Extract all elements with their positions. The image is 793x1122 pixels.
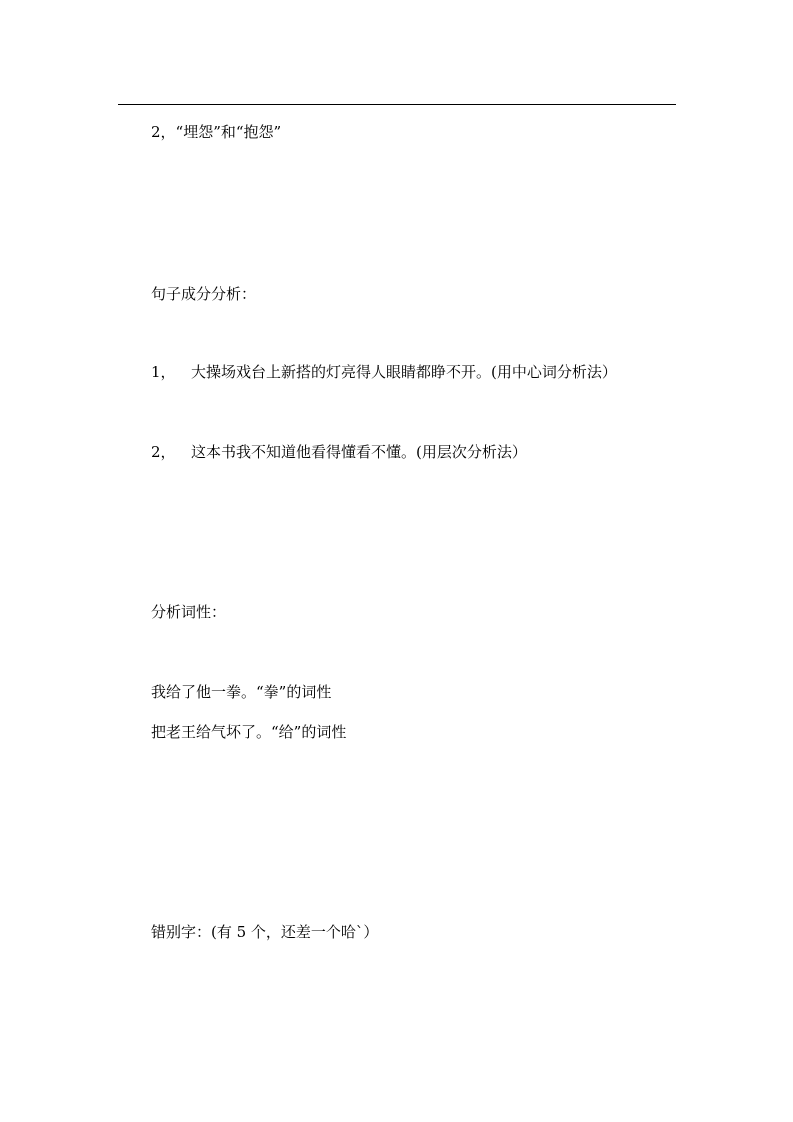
sentence-question-1-text: 大操场戏台上新搭的灯亮得人眼睛都睁不开。(用中心词分析法） bbox=[191, 363, 617, 381]
typo-section-title: 错别字：(有 5 个，还差一个哈`） bbox=[151, 923, 379, 941]
part-of-speech-title: 分析词性： bbox=[151, 603, 227, 621]
part-of-speech-question-2: 把老王给气坏了。“给”的词性 bbox=[151, 723, 347, 741]
synonym-question-2: 2，“埋怨”和“抱怨” bbox=[151, 123, 282, 141]
header-rule bbox=[118, 104, 676, 105]
sentence-question-2 bbox=[151, 442, 527, 462]
sentence-question-2-number: 2， bbox=[151, 443, 176, 461]
part-of-speech-question-1: 我给了他一拳。“拳”的词性 bbox=[151, 683, 332, 701]
sentence-analysis-title: 句子成分分析： bbox=[151, 285, 257, 303]
sentence-question-1-number: 1， bbox=[151, 363, 176, 381]
sentence-question-2-text: 这本书我不知道他看得懂看不懂。(用层次分析法） bbox=[191, 443, 527, 461]
sentence-question-1 bbox=[151, 362, 617, 382]
